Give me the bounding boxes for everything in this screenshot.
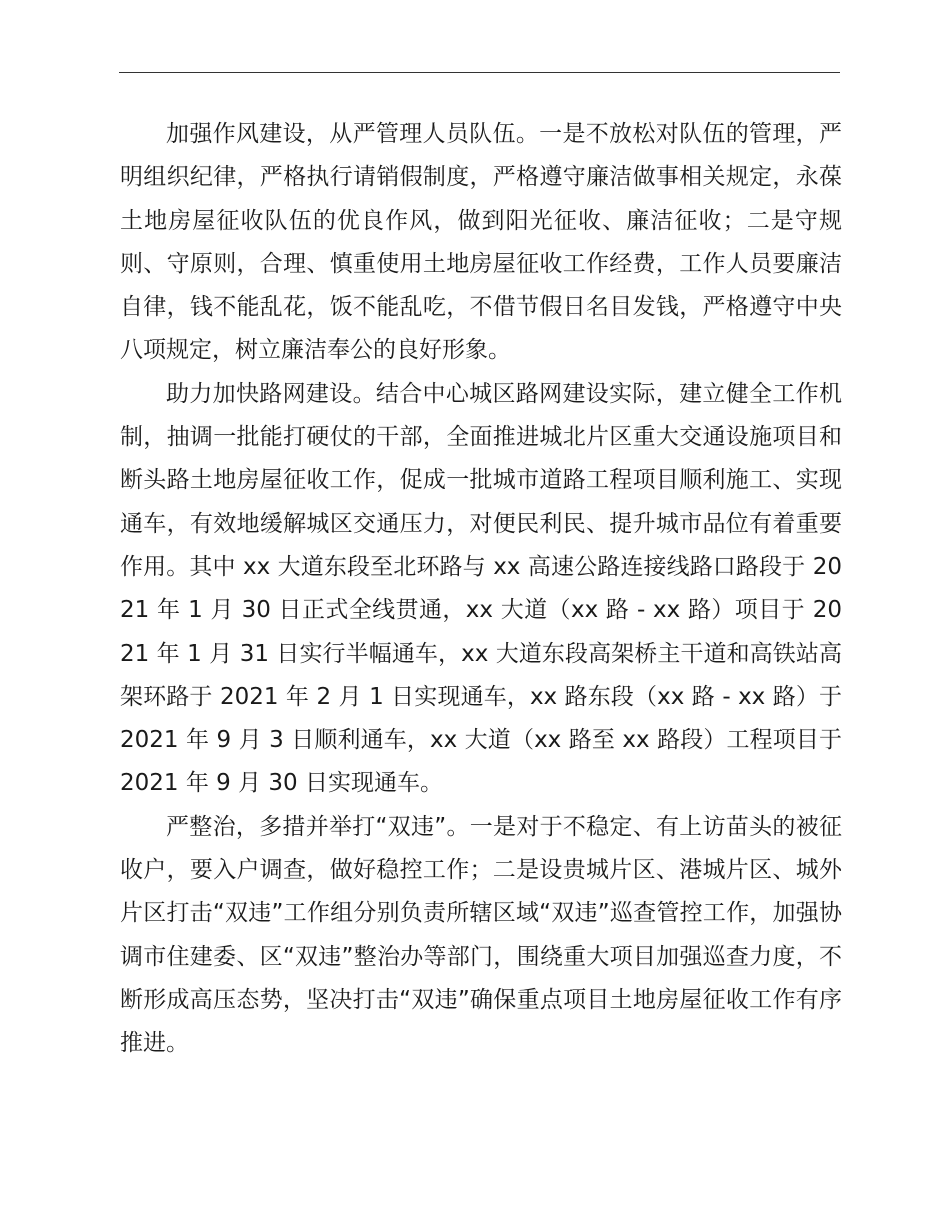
paragraph-road-network: 助力加快路网建设。结合中心城区路网建设实际，建立健全工作机制，抽调一批能打硬仗的干部，全面推进城北片区重大交通设施项目和断头路土地房屋征收工作，促成一批城市道路工程项目顺利施工、实现通车，有效地缓解城区交通压力，对便民利民、提升城市品位有着重要作用。其中 xx 大道东段至北环路与 xx 高速公路连接线路口路段于 2021 年 1 月 30 日正式全线贯通，xx 大道（xx 路 - xx 路）项目于 2021 年 1 月 31 日实行半幅通车，xx 大道东段高架桥主干道和高铁站高架环路于 2021 年 2 月 1 日实现通车，xx 路东段（xx 路 - xx 路）于 2021 年 9 月 3 日顺利通车，xx 大道（xx 路至 xx 路段）工程项目于 2021 年 9 月 30 日实现通车。	[120, 380, 842, 797]
paragraph-work-style: 加强作风建设，从严管理人员队伍。一是不放松对队伍的管理，严明组织纪律，严格执行请销假制度，严格遵守廉洁做事相关规定，永葆土地房屋征收队伍的优良作风，做到阳光征收、廉洁征收；二是守规则、守原则，合理、慎重使用土地房屋征收工作经费，工作人员要廉洁自律，钱不能乱花，饭不能乱吃，不借节假日名目发钱，严格遵守中央八项规定，树立廉洁奉公的良好形象。	[120, 121, 842, 364]
paragraph-double-violation: 严整治，多措并举打“双违”。一是对于不稳定、有上访苗头的被征收户，要入户调查，做好稳控工作；二是设贵城片区、港城片区、城外片区打击“双违”工作组分别负责所辖区域“双违”巡查管控工作，加强协调市住建委、区“双违”整治办等部门，围绕重大项目加强巡查力度，不断形成高压态势，坚决打击“双违”确保重点项目土地房屋征收工作有序推进。	[120, 813, 842, 1057]
header-divider	[119, 72, 840, 73]
document-body	[120, 113, 842, 1066]
